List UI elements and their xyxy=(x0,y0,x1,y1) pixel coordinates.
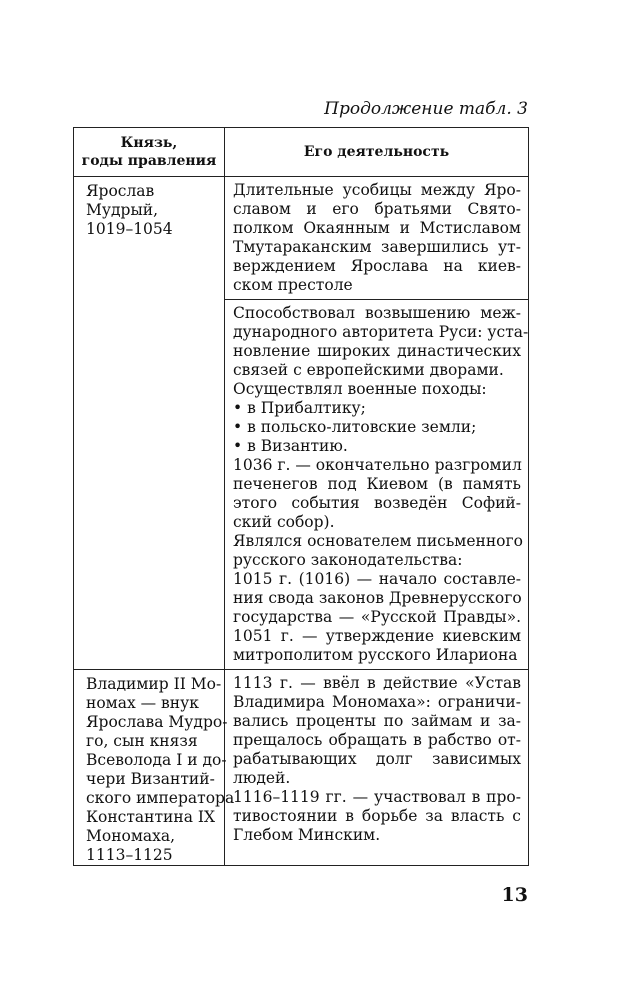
prince-line: Всеволода I и до- xyxy=(86,751,227,769)
activity-line: печенегов под Киевом (в память xyxy=(233,475,521,493)
activity-line: вались проценты по займам и за- xyxy=(233,712,521,730)
activity-cell xyxy=(225,670,529,866)
header-prince-years xyxy=(74,128,225,177)
activity-line: полком Окаянным и Мстиславом xyxy=(233,219,521,237)
activity-line: Являлся основателем письменного xyxy=(233,532,523,550)
prince-line: чери Византий- xyxy=(86,770,215,788)
prince-line: Ярослав xyxy=(86,182,155,200)
activity-line: 1051 г. — утверждение киевским xyxy=(233,627,521,645)
activity-line: Глебом Минским. xyxy=(233,826,381,844)
activity-line: 1015 г. (1016) — начало составле- xyxy=(233,570,521,588)
activity-line: Способствовал возвышению меж- xyxy=(233,304,521,322)
activity-line: Владимира Мономаха»: ограничи- xyxy=(233,693,521,711)
header-line: годы правления xyxy=(81,153,217,169)
activity-line: дународного авторитета Руси: уста- xyxy=(233,323,529,341)
activity-line: митрополитом русского Илариона xyxy=(233,646,518,664)
page-number: 13 xyxy=(501,884,528,906)
activity-line: этого события возведён Софий- xyxy=(233,494,521,512)
table-caption: Продолжение табл. 3 xyxy=(324,99,528,119)
table-header-row xyxy=(74,128,529,177)
activity-line: прещалось обращать в рабство от- xyxy=(233,731,521,749)
prince-line: Ярослава Мудро- xyxy=(86,713,228,731)
list-item: • в Византию. xyxy=(233,437,521,456)
prince-cell xyxy=(74,670,235,866)
activity-line: тивостоянии в борьбе за власть с xyxy=(233,807,521,825)
activity-line: ния свода законов Древнерусского xyxy=(233,589,522,607)
activity-line: новление широких династических xyxy=(233,342,521,360)
activity-line: верждением Ярослава на киев- xyxy=(233,257,521,275)
rulers-table xyxy=(73,127,529,866)
activity-line: ский собор). xyxy=(233,513,335,531)
prince-line: номах — внук xyxy=(86,694,199,712)
activity-line: русского законодательства: xyxy=(233,551,463,569)
header-line: Князь, xyxy=(120,135,178,151)
prince-line: Владимир II Мо- xyxy=(86,675,222,693)
activity-cell xyxy=(225,300,529,670)
activity-line: связей с европейскими дворами. xyxy=(233,361,504,379)
activity-line: 1116–1119 гг. — участвовал в про- xyxy=(233,788,521,806)
activity-line: славом и его братьями Свято- xyxy=(233,200,521,218)
activity-line: Осуществлял военные походы: xyxy=(233,380,487,398)
activity-line: рабатывающих долг зависимых xyxy=(233,750,521,768)
prince-line: го, сын князя xyxy=(86,732,198,750)
list-item: • в польско-литовские земли; xyxy=(233,418,521,437)
prince-line: Константина IX xyxy=(86,808,216,826)
activity-line: 1036 г. — окончательно разгромил xyxy=(233,456,522,474)
prince-years: 1113–1125 xyxy=(86,846,173,864)
prince-line: Мономаха, xyxy=(86,827,176,845)
prince-years: 1019–1054 xyxy=(86,220,173,238)
activity-cell xyxy=(225,177,529,300)
activity-line: Тмутараканским завершились ут- xyxy=(233,238,521,256)
prince-line: ского императора xyxy=(86,789,235,807)
activity-line: людей. xyxy=(233,769,291,787)
activity-line: государства — «Русской Правды». xyxy=(233,608,521,626)
header-activity: Его деятельность xyxy=(225,128,529,177)
prince-line: Мудрый, xyxy=(86,201,159,219)
table-row xyxy=(74,670,529,866)
prince-cell xyxy=(74,177,225,670)
activity-line: ском престоле xyxy=(233,276,353,294)
list-item: • в Прибалтику; xyxy=(233,399,521,418)
table-row xyxy=(74,177,529,300)
activity-line: 1113 г. — ввёл в действие «Устав xyxy=(233,674,521,692)
activity-line: Длительные усобицы между Яро- xyxy=(233,181,521,199)
